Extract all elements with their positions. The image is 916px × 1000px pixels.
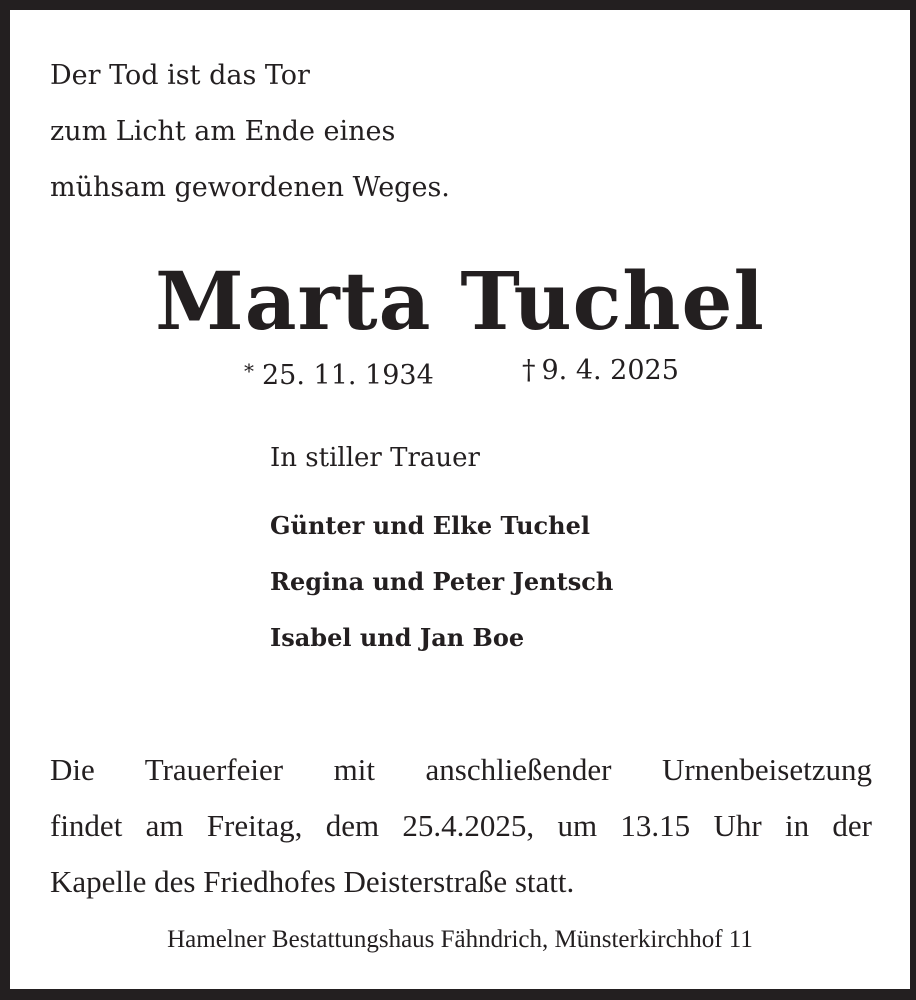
obituary-notice [10,10,910,989]
motto-line: Der Tod ist das Tor [50,60,310,91]
service-line: Kapelle des Friedhofes Deisterstraße statt. [50,864,575,899]
death-date: 9. 4. 2025 [541,355,679,386]
family-name: Regina und Peter Jentsch [270,567,614,596]
service-line: Die Trauerfeier mit anschließender Urnenbeisetzung [50,752,872,787]
funeral-home: Hamelner Bestattungshaus Fähndrich, Münsterkirchhof 11 [167,926,753,953]
motto-line: zum Licht am Ende eines [50,116,396,147]
motto-line: mühsam gewordenen Weges. [50,172,450,203]
service-line: findet am Freitag, dem 25.4.2025, um 13.15 Uhr in der [50,808,872,843]
family-name: Isabel und Jan Boe [270,623,525,652]
birth-star-icon: * [244,359,254,383]
mourners-section [270,438,613,666]
birth-date-group [244,353,434,394]
deceased-name: Marta Tuchel [155,254,765,348]
motto-quote [50,48,450,216]
birth-date: 25. 11. 1934 [262,360,434,391]
death-date-group [522,353,679,389]
mourning-label: In stiller Trauer [270,443,480,473]
death-cross-icon: † [522,355,536,386]
family-name: Günter und Elke Tuchel [270,511,591,540]
service-announcement [50,742,872,910]
family-list [270,498,613,666]
